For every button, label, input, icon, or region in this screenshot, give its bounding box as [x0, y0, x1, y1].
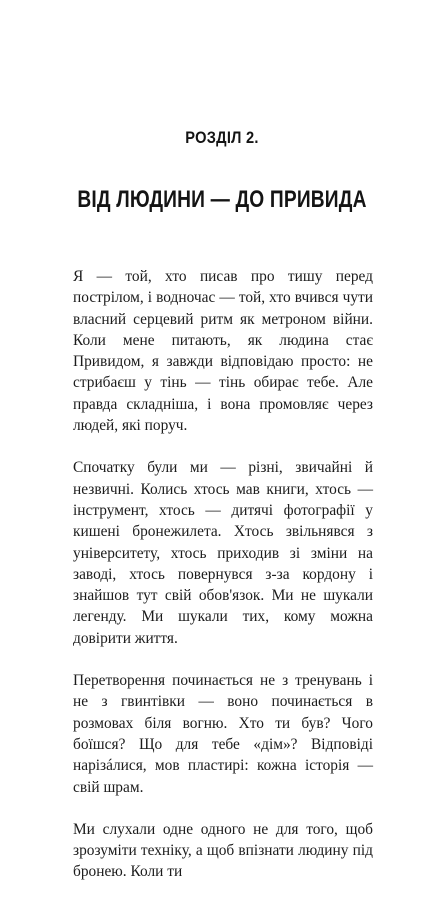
paragraph-1: Я — той, хто писав про тишу перед пострілом, і водночас — той, хто вчився чути власний серцевий ритм як метроном війни. Коли мене питають, як людина стає Привидом, я завжди відповідаю просто: не стрибаєш у тінь — тінь обирає тебе. Але правда складніша, і вона промовляє через людей, які поруч.	[73, 268, 373, 435]
paragraph-2: Спочатку були ми — різні, звичайні й незвичні. Колись хтось мав книги, хтось — інструмент, хтось — дитячі фотографії у кишені бронежилета. Хтось звільнявся з університету, хтось приходив зі зміни на заводі, хтось повернувся з-за кордону і знайшов тут свій обов'язок. Ми не шукали легенду. Ми шукали тих, кому можна довірити життя.	[73, 459, 373, 647]
body-text	[73, 266, 373, 904]
paragraph-4: Ми слухали одне одного не для того, щоб зрозуміти техніку, а щоб впізнати людину під бронею. Коли ти	[73, 820, 373, 881]
paragraph-3: Перетворення починається не з тренувань і не з гвинтівки — воно починається в розмовах біля вогню. Хто ти був? Чого боїшся? Що для тебе «дім»? Відповіді нарізáлися, мов пластирі: кожна історія — свій шрам.	[73, 672, 373, 796]
chapter-title: ВІД ЛЮДИНИ — ДО ПРИВИДА	[77, 186, 367, 213]
chapter-label: РОЗДІЛ 2.	[185, 128, 259, 147]
